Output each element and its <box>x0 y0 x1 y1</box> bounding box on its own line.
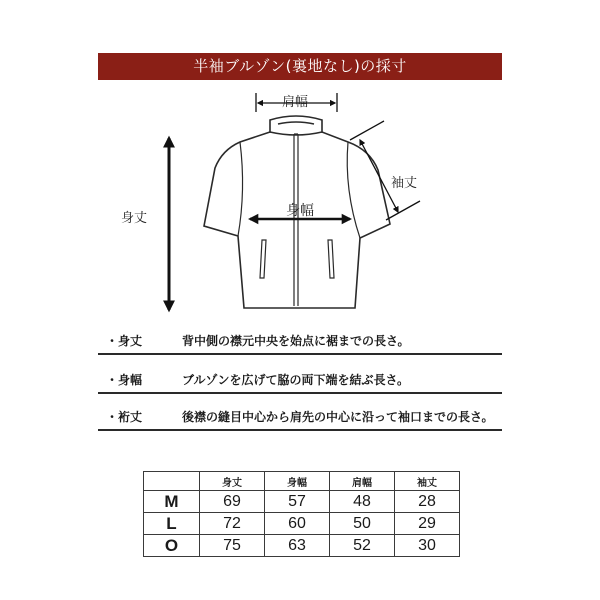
definition-row <box>98 405 502 427</box>
size-cell: O <box>144 535 200 557</box>
size-cell: M <box>144 491 200 513</box>
size-cell: L <box>144 513 200 535</box>
chest-label: 身幅 <box>286 203 314 219</box>
table-cell: 60 <box>265 513 330 535</box>
table-cell: 52 <box>330 535 395 557</box>
table-header <box>144 472 200 491</box>
definition-term: ・裄丈 <box>106 410 143 424</box>
table-cell: 63 <box>265 535 330 557</box>
definition-desc: ブルゾンを広げて脇の両下端を結ぶ長さ。 <box>182 373 410 387</box>
divider <box>98 392 502 394</box>
page-title: 半袖ブルゾン(裏地なし)の採寸 <box>98 53 502 80</box>
definition-desc: 背中側の襟元中央を始点に裾までの長さ。 <box>182 334 410 348</box>
table-cell: 57 <box>265 491 330 513</box>
table-cell: 50 <box>330 513 395 535</box>
table-cell: 48 <box>330 491 395 513</box>
table-cell: 30 <box>395 535 460 557</box>
length-label: 身丈 <box>121 211 148 226</box>
table-header: 肩幅 <box>330 472 395 491</box>
table-cell: 72 <box>200 513 265 535</box>
table-row <box>144 491 460 513</box>
definition-row <box>98 329 502 351</box>
definition-term: ・身幅 <box>106 373 143 387</box>
table-header-row <box>144 472 460 491</box>
table-row <box>144 535 460 557</box>
table-header: 身幅 <box>265 472 330 491</box>
divider <box>98 429 502 431</box>
table-cell: 28 <box>395 491 460 513</box>
table-header: 袖丈 <box>395 472 460 491</box>
table-header: 身丈 <box>200 472 265 491</box>
table-cell: 69 <box>200 491 265 513</box>
table-row <box>144 513 460 535</box>
definition-desc: 後襟の縫目中心から肩先の中心に沿って袖口までの長さ。 <box>182 410 494 424</box>
definition-row <box>98 368 502 390</box>
divider <box>98 353 502 355</box>
table-cell: 75 <box>200 535 265 557</box>
shoulder-label: 肩幅 <box>282 95 309 110</box>
definition-term: ・身丈 <box>106 334 143 348</box>
table-cell: 29 <box>395 513 460 535</box>
size-table <box>143 471 460 557</box>
sleeve-label: 袖丈 <box>391 176 418 191</box>
